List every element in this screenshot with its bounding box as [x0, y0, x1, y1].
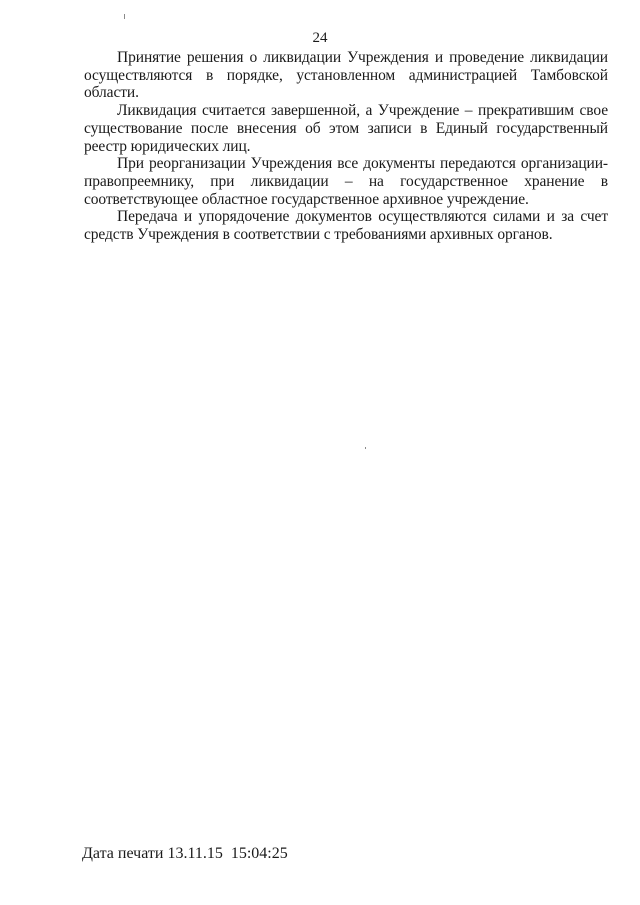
paragraph-documents-ordering: Передача и упорядочение документов осуществляются силами и за счет средств Учреждения в соответствии с требованиями архивных органов. — [84, 208, 608, 244]
scan-speck — [124, 14, 125, 19]
scan-speck — [365, 447, 366, 449]
document-body — [84, 49, 608, 244]
print-date: Дата печати 13.11.15 15:04:25 — [82, 845, 288, 862]
page-number: 24 — [312, 30, 328, 46]
paragraph-documents-transfer: При реорганизации Учреждения все документы передаются организации-правопреемнику, при ликвидации – на государственное хранение в соответствующее областное государственное архивное учреждение. — [84, 155, 608, 208]
paragraph-liquidation-decision: Принятие решения о ликвидации Учреждения и проведение ликвидации осуществляются в порядке, установленном администрацией Тамбовской области. — [84, 49, 608, 102]
paragraph-liquidation-completion: Ликвидация считается завершенной, а Учреждение – прекратившим свое существование после внесения об этом записи в Единый государственный реестр юридических лиц. — [84, 102, 608, 155]
